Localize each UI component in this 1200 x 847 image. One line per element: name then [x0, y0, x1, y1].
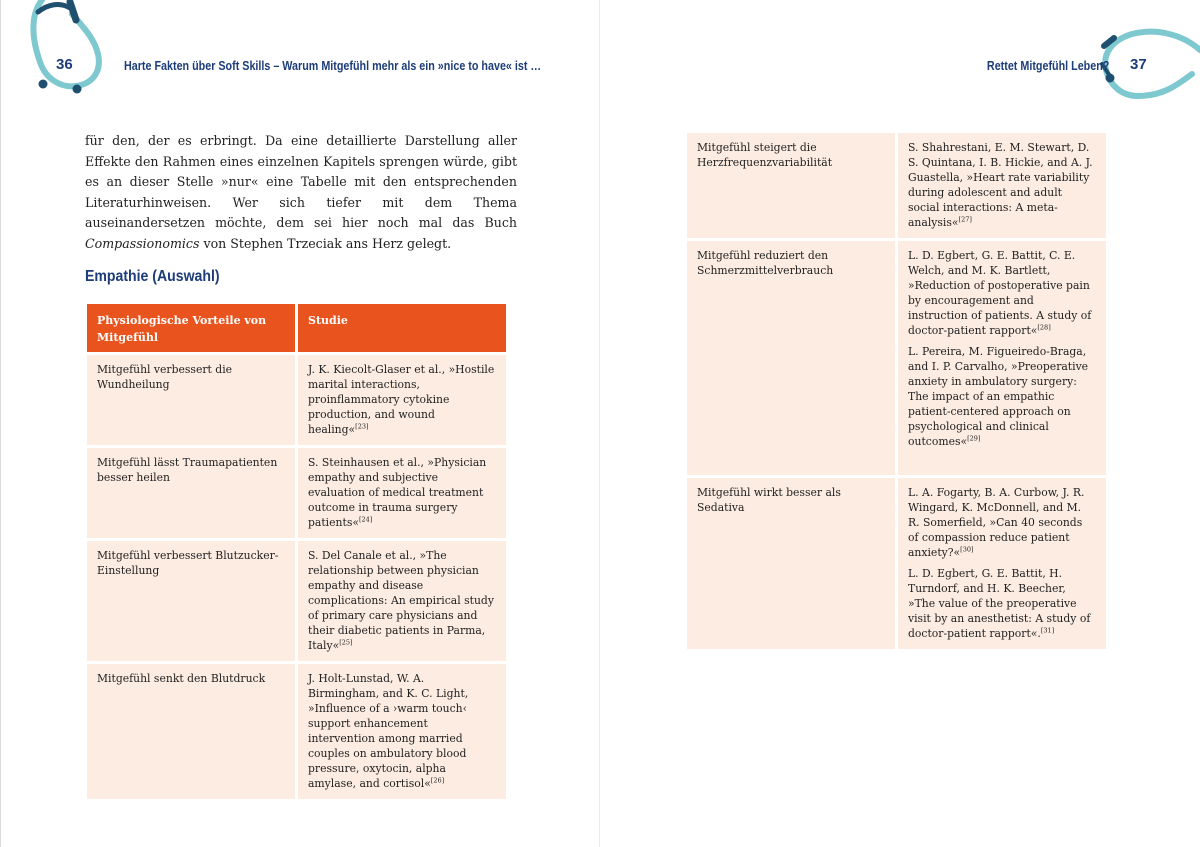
stethoscope-icon — [24, 0, 108, 100]
body-text-part1: für den, der es erbringt. Da eine detaillierte Darstellung aller Effekte den Rahmen eines einzelnen Kapitels sprengen würde, gibt es an dieser Stelle »nur« eine Tabelle mit den entsprechenden Literaturhinweisen. Wer sich tiefer mit dem Thema auseinandersetzen möchte, dem sei hier noch mal das Buch — [85, 133, 517, 231]
column-header-study: Studie — [298, 304, 506, 352]
table-row — [687, 133, 1106, 238]
reference-citation — [908, 140, 1096, 230]
study-cell — [898, 133, 1106, 238]
table-row — [687, 241, 1106, 475]
benefit-cell: Mitgefühl reduziert den Schmerzmittelverbrauch — [687, 241, 895, 475]
study-cell — [298, 541, 506, 661]
reference-text: S. Steinhausen et al., »Physician empathy and subjective evaluation of medical treatment outcome in trauma surgery patients« — [308, 456, 487, 529]
study-cell — [298, 664, 506, 799]
table-row — [87, 541, 506, 661]
reference-text: L. A. Fogarty, B. A. Curbow, J. R. Wingard, K. McDonnell, and M. R. Somerfield, »Can 40 seconds of compassion reduce patient anxiety?« — [908, 486, 1085, 559]
table-row — [87, 448, 506, 538]
benefit-cell: Mitgefühl wirkt besser als Sedativa — [687, 478, 895, 649]
body-text-part2: von Stephen Trzeciak ans Herz gelegt. — [199, 235, 452, 251]
page-edge — [0, 0, 1, 847]
running-header: Harte Fakten über Soft Skills – Warum Mitgefühl mehr als ein »nice to have« ist … — [124, 59, 542, 73]
study-cell — [898, 478, 1106, 649]
footnote-marker: [25] — [339, 638, 353, 647]
right-page — [600, 0, 1200, 847]
book-title: Compassionomics — [85, 235, 200, 251]
reference-text: S. Shahrestani, E. M. Stewart, D. S. Quintana, I. B. Hickie, and A. J. Guastella, »Heart rate variability during adolescent and adult social interactions: A meta-analysis« — [908, 141, 1093, 229]
reference-text: S. Del Canale et al., »The relationship between physician empathy and disease complications: An empirical study of primary care physicians and their diabetic patients in Parma, Italy« — [308, 549, 494, 652]
footnote-marker: [30] — [960, 545, 974, 554]
benefit-cell: Mitgefühl verbessert die Wundheilung — [87, 355, 295, 445]
study-cell — [898, 241, 1106, 475]
footnote-marker: [28] — [1037, 323, 1051, 332]
benefit-cell: Mitgefühl steigert die Herzfrequenzvariabilität — [687, 133, 895, 238]
column-header-benefit: Physiologische Vorteile von Mitgefühl — [87, 304, 295, 352]
study-cell — [298, 355, 506, 445]
reference-table — [84, 301, 509, 802]
reference-citation — [308, 362, 496, 437]
footnote-marker: [23] — [355, 422, 369, 431]
running-header: Rettet Mitgefühl Leben? — [986, 59, 1110, 73]
reference-text: J. Holt-Lunstad, W. A. Birmingham, and K. C. Light, »Influence of a ›warm touch‹ support enhancement intervention among married couples on ambulatory blood pressure, oxytocin, alpha amylase, and cortisol« — [308, 672, 469, 790]
body-paragraph — [85, 131, 517, 255]
reference-citation — [908, 344, 1096, 449]
table-row — [687, 478, 1106, 649]
reference-citation — [908, 248, 1096, 338]
footnote-marker: [29] — [967, 434, 981, 443]
reference-citation — [908, 485, 1096, 560]
footnote-marker: [31] — [1040, 626, 1055, 635]
reference-citation — [308, 671, 496, 791]
page-number: 36 — [56, 56, 73, 73]
reference-citation — [908, 566, 1096, 641]
reference-text: L. Pereira, M. Figueiredo-Braga, and I. P. Carvalho, »Preoperative anxiety in ambulatory surgery: The impact of an empathic patient-centered approach on psychological and clinical outcomes« — [908, 345, 1089, 448]
section-heading: Empathie (Auswahl) — [85, 268, 220, 285]
table-header-row — [87, 304, 506, 352]
footnote-marker: [26] — [430, 776, 445, 785]
reference-text: L. D. Egbert, G. E. Battit, C. E. Welch, and M. K. Bartlett, »Reduction of postoperative pain by encouragement and instruction of patients. A study of doctor-patient rapport« — [908, 249, 1092, 337]
reference-text: L. D. Egbert, G. E. Battit, H. Turndorf, and H. K. Beecher, »The value of the preoperative visit by an anesthetist: A study of doctor-patient rapport«. — [908, 567, 1091, 640]
benefit-cell: Mitgefühl lässt Traumapatienten besser heilen — [87, 448, 295, 538]
reference-text: J. K. Kiecolt-Glaser et al., »Hostile marital interactions, proinflammatory cytokine production, and wound healing« — [308, 363, 495, 436]
footnote-marker: [24] — [358, 515, 373, 524]
benefit-cell: Mitgefühl verbessert Blutzucker-Einstellung — [87, 541, 295, 661]
reference-citation — [308, 455, 496, 530]
page-number: 37 — [1130, 56, 1147, 73]
reference-table — [684, 130, 1109, 652]
benefit-cell: Mitgefühl senkt den Blutdruck — [87, 664, 295, 799]
reference-citation — [308, 548, 496, 653]
table-row — [87, 664, 506, 799]
table-row — [87, 355, 506, 445]
footnote-marker: [27] — [958, 215, 972, 224]
study-cell — [298, 448, 506, 538]
